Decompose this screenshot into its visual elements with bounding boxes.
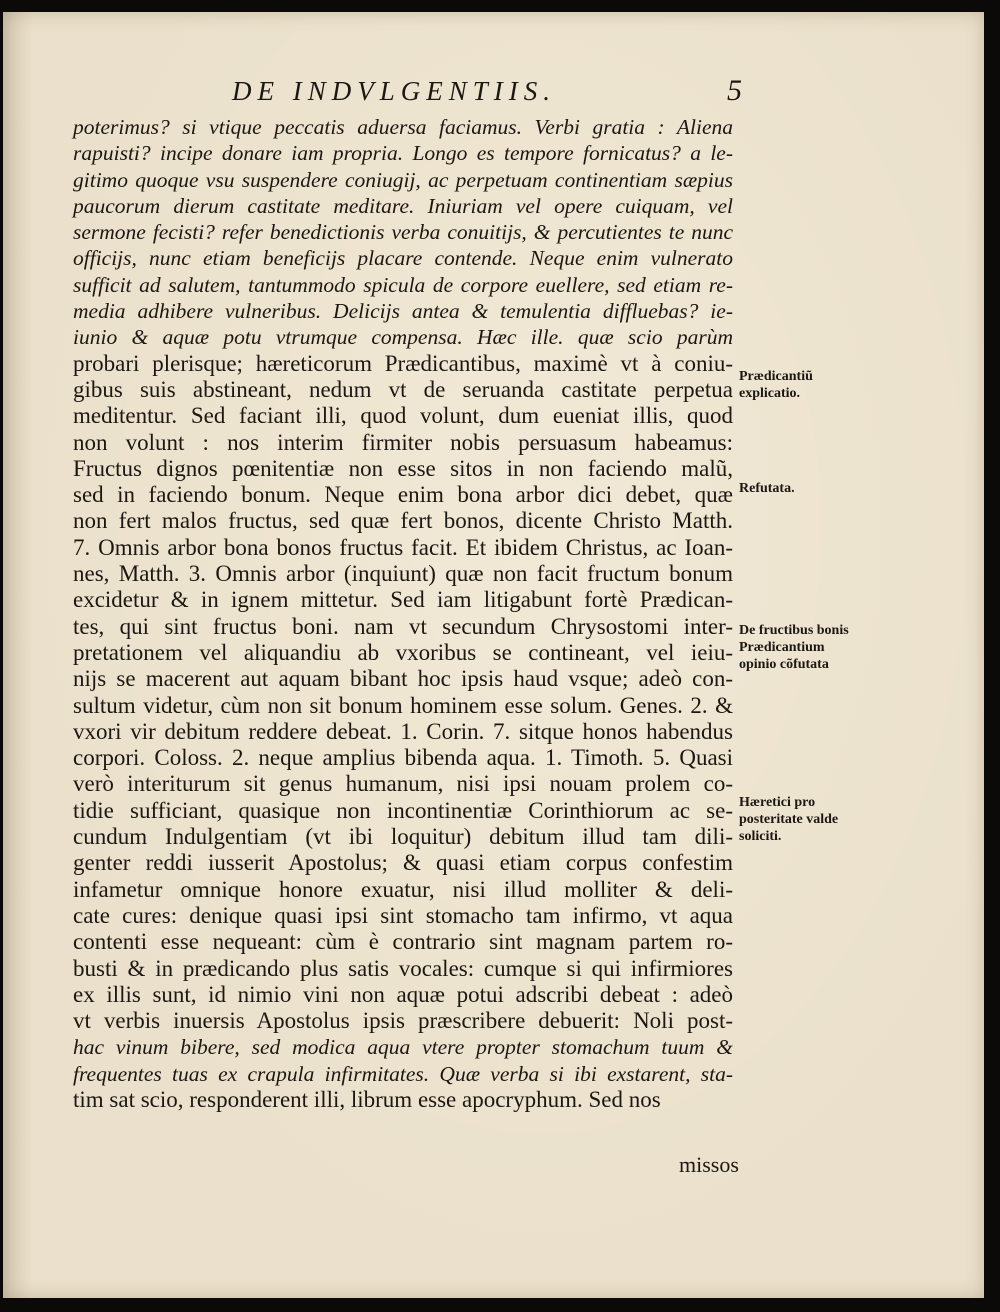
book-page (3, 12, 984, 1298)
margin-note-refutata: Refutata. (739, 481, 795, 496)
text-line: nijs se macerent aut aquam bibant hoc ipsis haud vsque; adeò con- (73, 666, 733, 692)
margin-note-explicatio: Prædicantiũ explicatio. (739, 369, 813, 401)
running-title: DE INDVLGENTIIS. (232, 76, 556, 106)
text-line: tim sat scio, responderent illi, librum esse apocryphum. Sed nos (73, 1086, 661, 1112)
text-line: sermone fecisti? refer benedictionis verba conuitijs, & percutientes te nunc (73, 220, 733, 245)
text-line: sed in faciendo bonum. Neque enim bona arbor dici debet, quæ (73, 482, 733, 508)
text-line: non fert malos fructus, sed quæ fert bonos, dicente Christo Matth. (73, 508, 733, 534)
text-line: contenti esse nequeant: cùm è contrario sint magnam partem ro- (73, 929, 733, 955)
text-line: hac vinum bibere, sed modica aqua vtere propter stomachum tuum & (73, 1035, 733, 1060)
text-line: corpori. Coloss. 2. neque amplius bibenda aqua. 1. Timoth. 5. Quasi (73, 745, 733, 771)
margin-note-de-fructibus: De fructibus bonis Prædicantium opinio cõfutata (739, 623, 849, 672)
text-line: tes, qui sint fructus boni. nam vt secundum Chrysostomi inter- (73, 613, 733, 639)
text-line: nes, Matth. 3. Omnis arbor (inquiunt) quæ non facit fructum bonum (73, 561, 733, 587)
text-line: excidetur & in ignem mittetur. Sed iam litigabunt fortè Prædican- (73, 587, 733, 613)
text-line: meditentur. Sed faciant illi, quod volunt, dum eueniat illis, quod (73, 403, 733, 429)
text-line: infametur omnique honore exuatur, nisi illud molliter & deli- (73, 876, 733, 902)
catchword: missos (679, 1152, 739, 1177)
text-line: poterimus? si vtique peccatis aduersa faciamus. Verbi gratia : Aliena (73, 115, 733, 139)
text-line: genter reddi iusserit Apostolus; & quasi etiam corpus confestim (73, 850, 733, 876)
text-line: iunio & aquæ potu vtrumque compensa. Hæc ille. quæ scio parùm (73, 325, 733, 350)
text-line: verò interiturum sit genus humanum, nisi ipsi nouam prolem co- (73, 771, 733, 797)
text-line: tidie sufficiant, quasique non incontinentiæ Corinthiorum ac se- (73, 797, 733, 823)
text-line: sufficit ad salutem, tantummodo spicula de corpore euellere, sed etiam re- (73, 272, 733, 297)
text-line: vxori vir debitum reddere debeat. 1. Corin. 7. sitque honos habendus (73, 718, 733, 744)
margin-note-haeretici: Hæretici pro posteritate valde soliciti. (739, 795, 839, 844)
text-line: paucorum dierum castitate meditare. Iniuriam vel opere cuiquam, vel (73, 193, 733, 218)
text-line: non volunt : nos interim firmiter nobis persuasum habeamus: (73, 429, 733, 455)
text-line: busti & in prædicando plus satis vocales: cumque si qui infirmiores (73, 955, 733, 981)
page-number: 5 (727, 74, 742, 107)
text-line: cate cures: denique quasi ipsi sint stomacho tam infirmo, vt aqua (73, 902, 733, 928)
text-line: 7. Omnis arbor bona bonos fructus facit. Et ibidem Christus, ac Ioan- (73, 534, 733, 560)
text-line: vt verbis inuersis Apostolus ipsis præscribere debuerit: Noli post- (73, 1008, 733, 1034)
text-line: pretationem vel aliquandiu ab vxoribus se contineant, vel ieiu- (73, 639, 733, 665)
text-line: media adhibere vulneribus. Delicijs antea & temulentia diffluebas? ie- (73, 299, 733, 324)
text-line: probari plerisque; hæreticorum Prædicantibus, maximè vt à coniu- (73, 350, 733, 376)
text-line: ex illis sunt, id nimio vini non aquæ potui adscribi debeat : adeò (73, 981, 733, 1007)
text-line: rapuisti? incipe donare iam propria. Longo es tempore fornicatus? a le- (73, 141, 733, 166)
text-line: cundum Indulgentiam (vt ibi loquitur) debitum illud tam dili- (73, 824, 733, 850)
text-line: Fructus dignos pœnitentiæ non esse sitos in non faciendo malũ, (73, 455, 733, 481)
text-line: sultum videtur, cùm non sit bonum hominem esse solum. Genes. 2. & (73, 692, 733, 718)
text-line: officijs, nunc etiam beneficijs placare contende. Neque enim vulnerato (73, 246, 733, 271)
main-text-block (73, 114, 733, 1113)
text-line: frequentes tuas ex crapula infirmitates. Quæ verba si ibi exstarent, sta- (73, 1061, 733, 1086)
text-line: gitimo quoque vsu suspendere coniugij, ac perpetuam continentiam sæpius (73, 167, 733, 192)
text-line: gibus suis abstineant, nedum vt de seruanda castitate perpetua (73, 376, 733, 402)
